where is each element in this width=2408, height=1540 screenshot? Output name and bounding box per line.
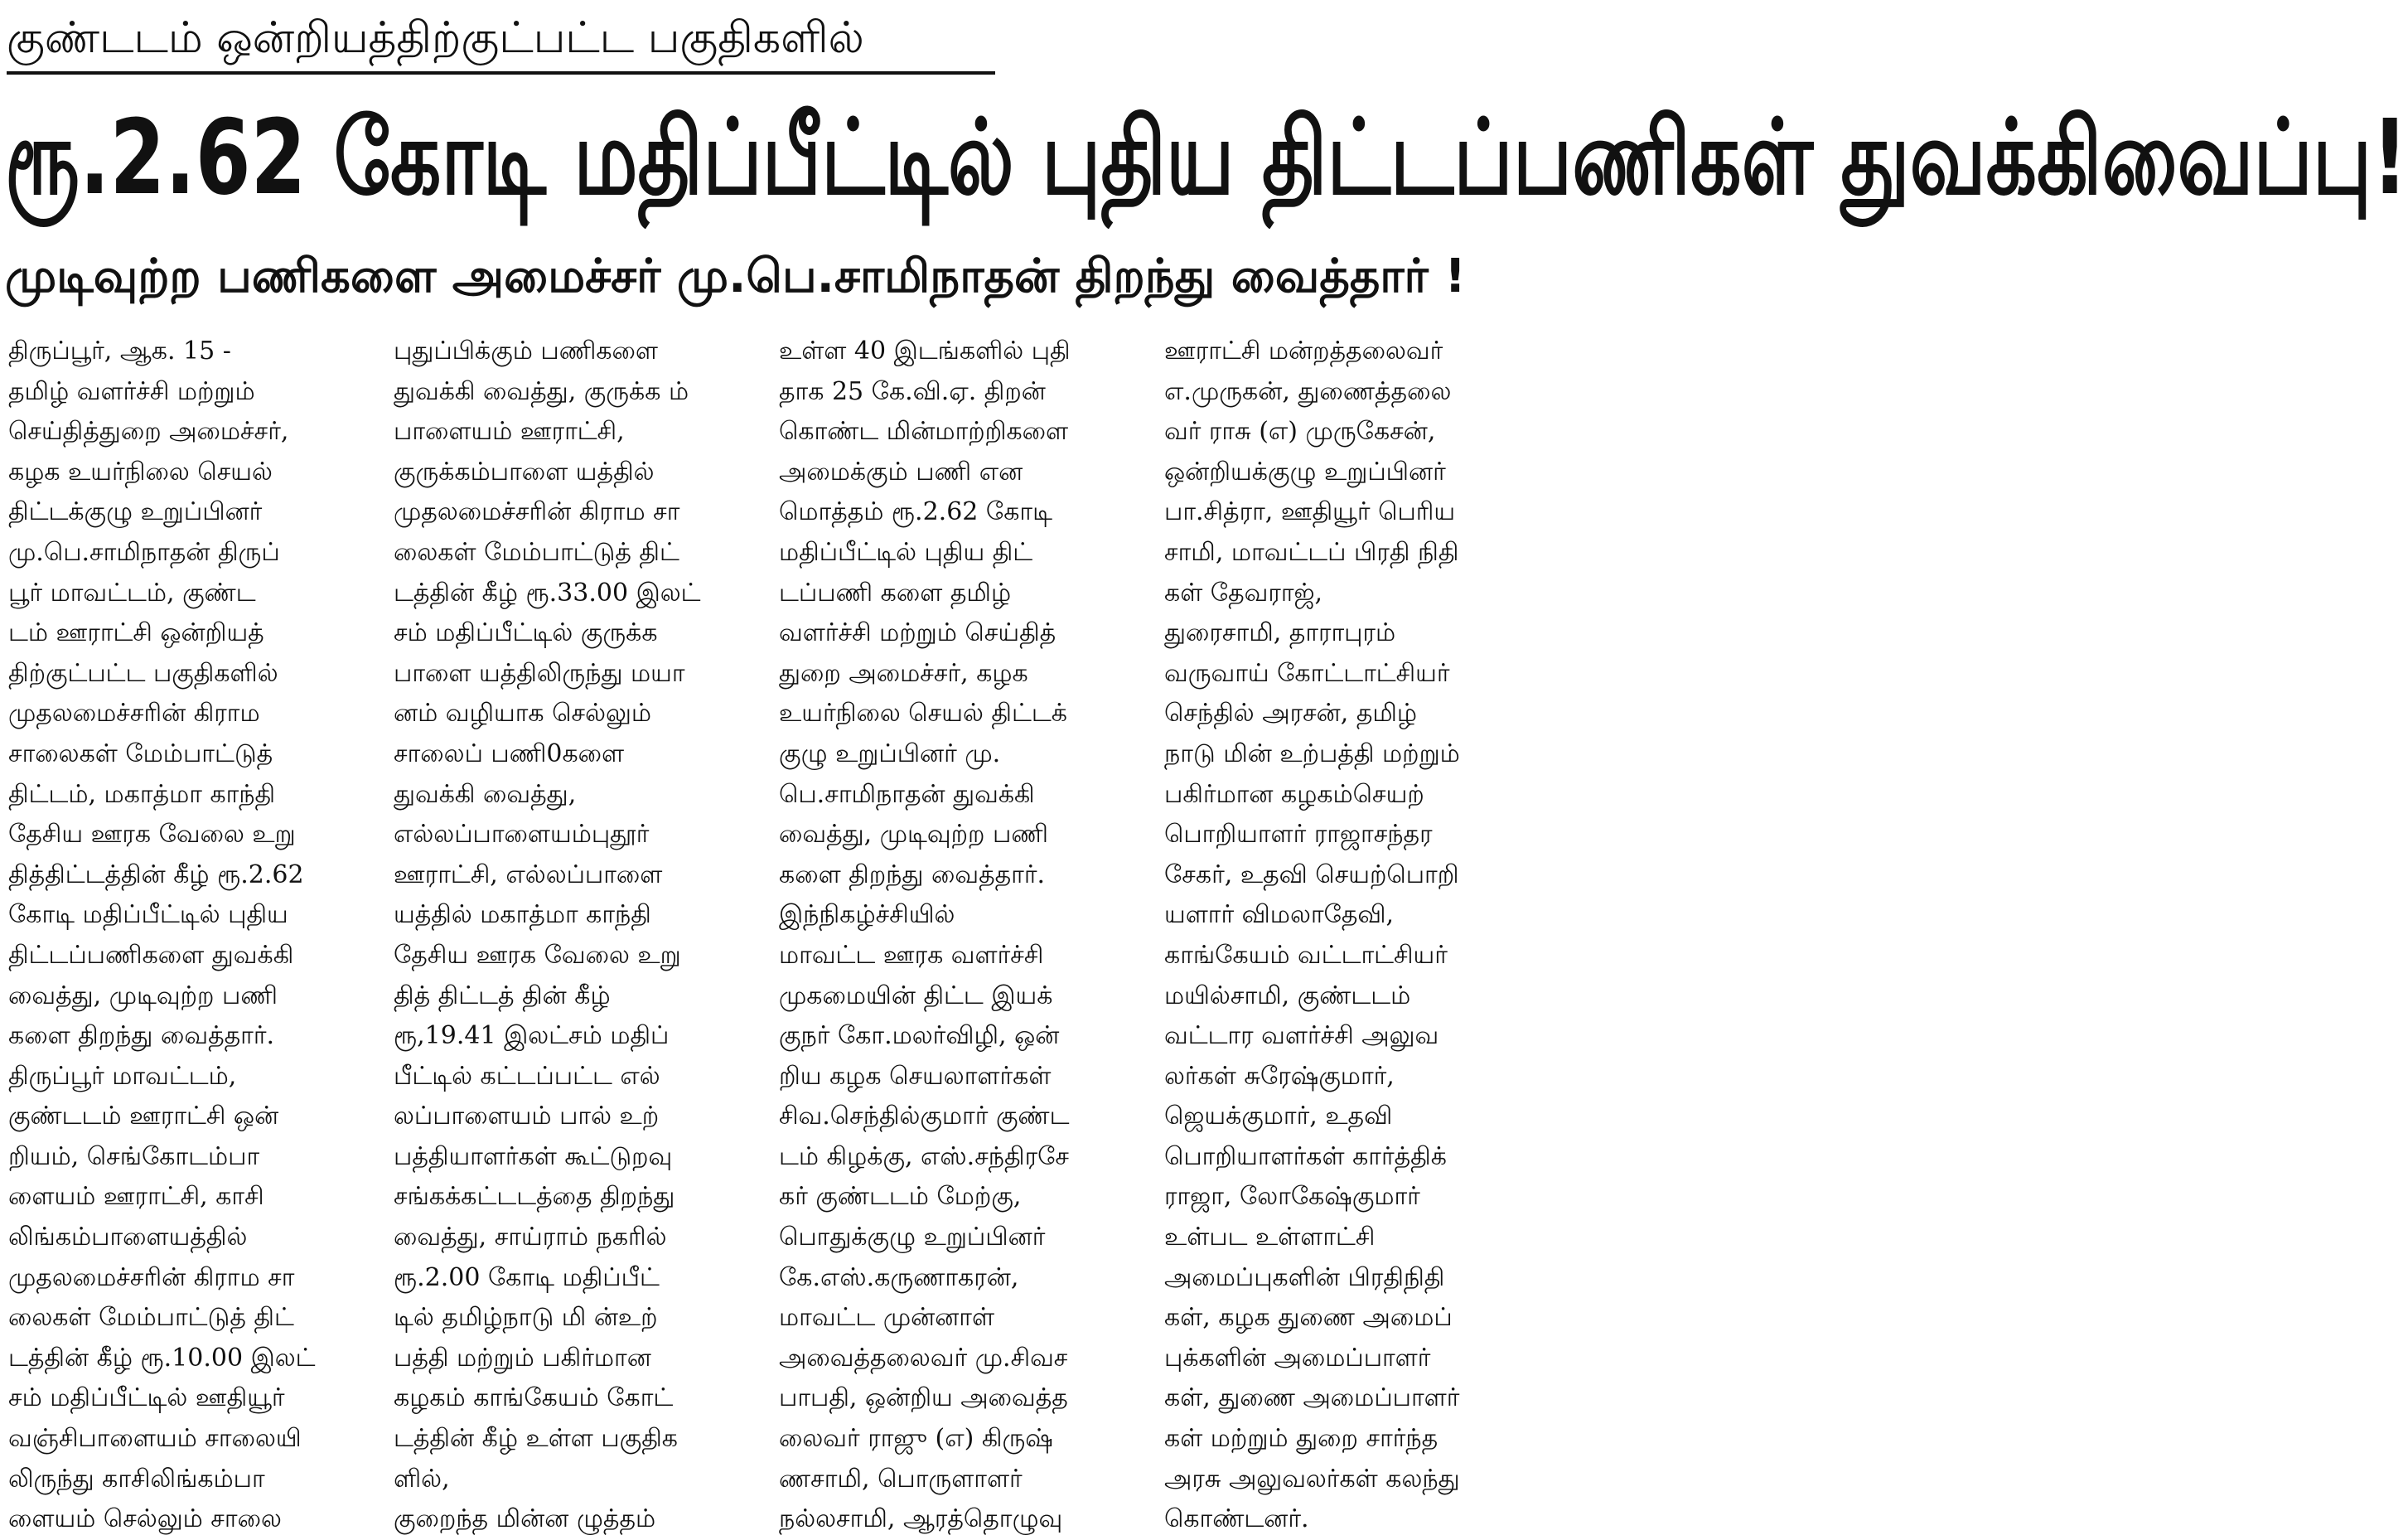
article-text-line: குநர் கோ.மலர்விழி, ஒன்: [779, 1021, 1060, 1051]
article-text-line: சம் மதிப்பீட்டில் ஊதியூர்: [8, 1383, 285, 1413]
article-text-line: றிய கழக செயலாளர்கள்: [779, 1061, 1052, 1091]
article-text-line: முதலமைச்சரின் கிராம சா: [394, 497, 680, 527]
article-text-line: யளார் விமலாதேவி,: [1164, 900, 1395, 930]
article-text-line: கர் குண்டடம் மேற்கு,: [779, 1182, 1022, 1212]
article-column-2: [394, 332, 758, 1534]
article-text-line: வஞ்சிபாளையம் சாலையி: [8, 1424, 302, 1454]
article-text-line: கோடி மதிப்பீட்டில் புதிய: [8, 900, 288, 930]
article-text-line: எல்லப்பாளையம்புதூர்: [394, 820, 650, 850]
article-text-line: சாமி, மாவட்டப் பிரதி நிதி: [1164, 537, 1459, 567]
article-text-line: பத்தியாளர்கள் கூட்டுறவு: [394, 1141, 673, 1171]
article-text-line: ரூ,19.41 இலட்சம் மதிப்: [394, 1021, 670, 1051]
article-text-line: ஜெயக்குமார், உதவி: [1164, 1102, 1393, 1131]
article-text-line: சிவ.செந்தில்குமார் குண்ட: [779, 1102, 1070, 1131]
article-text-line: ளில்,: [394, 1464, 450, 1494]
article-text-line: எ.முருகன், துணைத்தலை: [1164, 376, 1452, 406]
article-text-line: திருப்பூர் மாவட்டம்,: [8, 1061, 237, 1091]
article-text-line: மயில்சாமி, குண்டடம்: [1164, 981, 1411, 1010]
article-text-line: ரூ.2.00 கோடி மதிப்பீட்: [394, 1262, 660, 1292]
kicker: குண்டடம் ஒன்றியத்திற்குட்பட்ட பகுதிகளில்: [7, 13, 864, 63]
article-text-line: சேகர், உதவி செயற்பொறி: [1164, 860, 1459, 889]
article-text-line: சாலைப் பணி0களை: [394, 739, 625, 768]
article-text-line: திட்டம், மகாத்மா காந்தி: [8, 779, 276, 809]
article-text-line: லிங்கம்பாளையத்தில்: [8, 1223, 248, 1252]
article-text-line: பொறியாளர்கள் கார்த்திக்: [1164, 1141, 1447, 1171]
article-text-line: குழு உறுப்பினர் மு.: [779, 739, 1001, 768]
article-text-line: செய்தித்துறை அமைச்சர்,: [8, 417, 289, 447]
article-text-line: பாபதி, ஒன்றிய அவைத்த: [779, 1383, 1068, 1413]
article-text-line: திட்டப்பணிகளை துவக்கி: [8, 940, 294, 970]
article-text-line: பொதுக்குழு உறுப்பினர்: [779, 1223, 1046, 1252]
article-text-line: மு.பெ.சாமிநாதன் திருப்: [8, 537, 280, 567]
article-text-line: கே.எஸ்.கருணாகரன்,: [779, 1262, 1019, 1292]
article-text-line: மாவட்ட ஊரக வளர்ச்சி: [779, 940, 1044, 970]
article-text-line: சம் மதிப்பீட்டில் குருக்க: [394, 618, 658, 648]
article-text-line: மதிப்பீட்டில் புதிய திட்: [779, 537, 1033, 567]
article-text-line: களை திறந்து வைத்தார்.: [779, 860, 1046, 889]
article-text-line: ஊராட்சி மன்றத்தலைவர்: [1164, 337, 1443, 366]
article-text-line: பா.சித்ரா, ஊதியூர் பெரிய: [1164, 497, 1456, 527]
article-text-line: வட்டார வளர்ச்சி அலுவ: [1164, 1021, 1439, 1051]
article-text-line: முதலமைச்சரின் கிராம: [8, 699, 260, 729]
article-text-line: அவைத்தலைவர் மு.சிவச: [779, 1343, 1068, 1373]
article-text-line: தமிழ் வளர்ச்சி மற்றும்: [8, 376, 255, 406]
article-text-line: லைகள் மேம்பாட்டுத் திட்: [8, 1303, 294, 1333]
article-text-line: கழகம் காங்கேயம் கோட்: [394, 1383, 674, 1413]
article-text-line: சங்கக்கட்டடத்தை திறந்து: [394, 1182, 675, 1212]
article-text-line: செந்தில் அரசன், தமிழ்: [1164, 699, 1418, 729]
article-text-line: றியம், செங்கோடம்பா: [8, 1141, 260, 1171]
article-text-line: டத்தின் கீழ் உள்ள பகுதிக: [394, 1424, 678, 1454]
article-text-line: பீட்டில் கட்டப்பட்ட எல்: [394, 1061, 660, 1091]
article-text-line: கள் தேவராஜ்,: [1164, 578, 1323, 608]
article-text-line: ஊராட்சி, எல்லப்பாளை: [394, 860, 663, 889]
article-column-4: [1164, 332, 1529, 1534]
article-text-line: லைவர் ராஜு (எ) கிருஷ்: [779, 1424, 1053, 1454]
article-text-line: நாடு மின் உற்பத்தி மற்றும்: [1164, 739, 1460, 768]
article-text-line: முகமையின் திட்ட இயக்: [779, 981, 1053, 1010]
article-text-line: குறைந்த மின்ன ழுத்தம்: [394, 1504, 656, 1534]
article-text-line: டில் தமிழ்நாடு மி ன்உற்: [394, 1303, 658, 1333]
article-text-line: முதலமைச்சரின் கிராம சா: [8, 1262, 295, 1292]
article-text-line: துரைசாமி, தாராபுரம்: [1164, 618, 1396, 648]
article-text-line: தித் திட்டத் தின் கீழ்: [394, 981, 611, 1010]
article-text-line: டத்தின் கீழ் ரூ.10.00 இலட்: [8, 1343, 316, 1373]
article-text-line: கொண்டனர்.: [1164, 1504, 1309, 1534]
article-text-line: உள்ள 40 இடங்களில் புதி: [779, 337, 1071, 366]
article-text-line: வளர்ச்சி மற்றும் செய்தித்: [779, 618, 1057, 648]
article-text-line: குண்டடம் ஊராட்சி ஒன்: [8, 1102, 279, 1131]
article-text-line: உயர்நிலை செயல் திட்டக்: [779, 699, 1067, 729]
article-text-line: ராஜா, லோகேஷ்குமார்: [1164, 1182, 1420, 1212]
article-text-line: டத்தின் கீழ் ரூ.33.00 இலட்: [394, 578, 701, 608]
article-text-line: கொண்ட மின்மாற்றிகளை: [779, 417, 1069, 447]
article-column-3: [779, 332, 1144, 1534]
article-text-line: லைகள் மேம்பாட்டுத் திட்: [394, 537, 679, 567]
article-text-line: பொறியாளர் ராஜாசந்தர: [1164, 820, 1433, 850]
article-text-line: திட்டக்குழு உறுப்பினர்: [8, 497, 263, 527]
article-text-line: தேசிய ஊரக வேலை உறு: [394, 940, 681, 970]
article-text-line: துறை அமைச்சர், கழக: [779, 658, 1028, 688]
article-text-line: ணசாமி, பொருளாளர்: [779, 1464, 1023, 1494]
article-text-line: துவக்கி வைத்து, குருக்க ம்: [394, 376, 689, 406]
headline: ரூ.2.62 கோடி மதிப்பீட்டில் புதிய திட்டப்பணிகள் துவக்கிவைப்பு!: [5, 97, 2408, 218]
article-text-line: புதுப்பிக்கும் பணிகளை: [394, 337, 658, 366]
article-text-line: வர் ராசு (எ) முருகேசன்,: [1164, 417, 1436, 447]
article-text-line: பத்தி மற்றும் பகிர்மான: [394, 1343, 651, 1373]
article-text-line: னம் வழியாக செல்லும்: [394, 699, 652, 729]
article-text-line: வைத்து, சாய்ராம் நகரில்: [394, 1223, 667, 1252]
article-text-line: ஒன்றியக்குழு உறுப்பினர்: [1164, 457, 1446, 487]
article-text-line: சாலைகள் மேம்பாட்டுத்: [8, 739, 273, 768]
article-text-line: பூர் மாவட்டம், குண்ட: [8, 578, 256, 608]
article-text-line: பாளையம் ஊராட்சி,: [394, 417, 625, 447]
article-column-1: [8, 332, 373, 1534]
article-text-line: கள், துணை அமைப்பாளர்: [1164, 1383, 1460, 1413]
article-text-line: நல்லசாமி, ஆரத்தொழுவு: [779, 1504, 1063, 1534]
article-text-line: மாவட்ட முன்னாள்: [779, 1303, 995, 1333]
article-text-line: அமைப்புகளின் பிரதிநிதி: [1164, 1262, 1445, 1292]
article-text-line: யத்தில் மகாத்மா காந்தி: [394, 900, 651, 930]
article-text-line: திற்குட்பட்ட பகுதிகளில்: [8, 658, 278, 688]
article-text-line: ளையம் ஊராட்சி, காசி: [8, 1182, 264, 1212]
article-text-line: ளையம் செல்லும் சாலை: [8, 1504, 282, 1534]
article-text-line: திருப்பூர், ஆக. 15 -: [8, 337, 231, 366]
article-text-line: பெ.சாமிநாதன் துவக்கி: [779, 779, 1035, 809]
article-text-line: கழக உயர்நிலை செயல்: [8, 457, 273, 487]
article-text-line: புக்களின் அமைப்பாளர்: [1164, 1343, 1431, 1373]
article-text-line: வைத்து, முடிவுற்ற பணி: [8, 981, 278, 1010]
article-text-line: களை திறந்து வைத்தார்.: [8, 1021, 275, 1051]
article-text-line: குருக்கம்பாளை யத்தில்: [394, 457, 655, 487]
article-text-line: இந்நிகழ்ச்சியில்: [779, 900, 955, 930]
article-text-line: மொத்தம் ரூ.2.62 கோடி: [779, 497, 1052, 527]
article-text-line: டம் ஊராட்சி ஒன்றியத்: [8, 618, 264, 648]
article-text-line: அரசு அலுவலர்கள் கலந்து: [1164, 1464, 1460, 1494]
article-text-line: பகிர்மான கழகம்செயற்: [1164, 779, 1424, 809]
article-text-line: உள்பட உள்ளாட்சி: [1164, 1223, 1376, 1252]
article-text-line: கள் மற்றும் துறை சார்ந்த: [1164, 1424, 1439, 1454]
article-text-line: வருவாய் கோட்டாட்சியர்: [1164, 658, 1450, 688]
article-text-line: தித்திட்டத்தின் கீழ் ரூ.2.62: [8, 860, 304, 889]
article-text-line: லிருந்து காசிலிங்கம்பா: [8, 1464, 265, 1494]
subheadline: முடிவுற்ற பணிகளை அமைச்சர் மு.பெ.சாமிநாதன் திறந்து வைத்தார் !: [5, 249, 1466, 303]
article-text-line: தாக 25 கே.வி.ஏ. திறன்: [779, 376, 1046, 406]
article-text-line: கள், கழக துணை அமைப்: [1164, 1303, 1453, 1333]
article-text-line: காங்கேயம் வட்டாட்சியர்: [1164, 940, 1448, 970]
article-text-line: துவக்கி வைத்து,: [394, 779, 577, 809]
article-text-line: அமைக்கும் பணி என: [779, 457, 1023, 487]
article-text-line: டம் கிழக்கு, எஸ்.சந்திரசே: [779, 1141, 1070, 1171]
article-text-line: பாளை யத்திலிருந்து மயா: [394, 658, 685, 688]
article-text-line: லப்பாளையம் பால் உற்: [394, 1102, 660, 1131]
article-text-line: லர்கள் சுரேஷ்குமார்,: [1164, 1061, 1395, 1091]
article-text-line: தேசிய ஊரக வேலை உறு: [8, 820, 296, 850]
article-text-line: டப்பணி களை தமிழ்: [779, 578, 1012, 608]
article-text-line: வைத்து, முடிவுற்ற பணி: [779, 820, 1048, 850]
